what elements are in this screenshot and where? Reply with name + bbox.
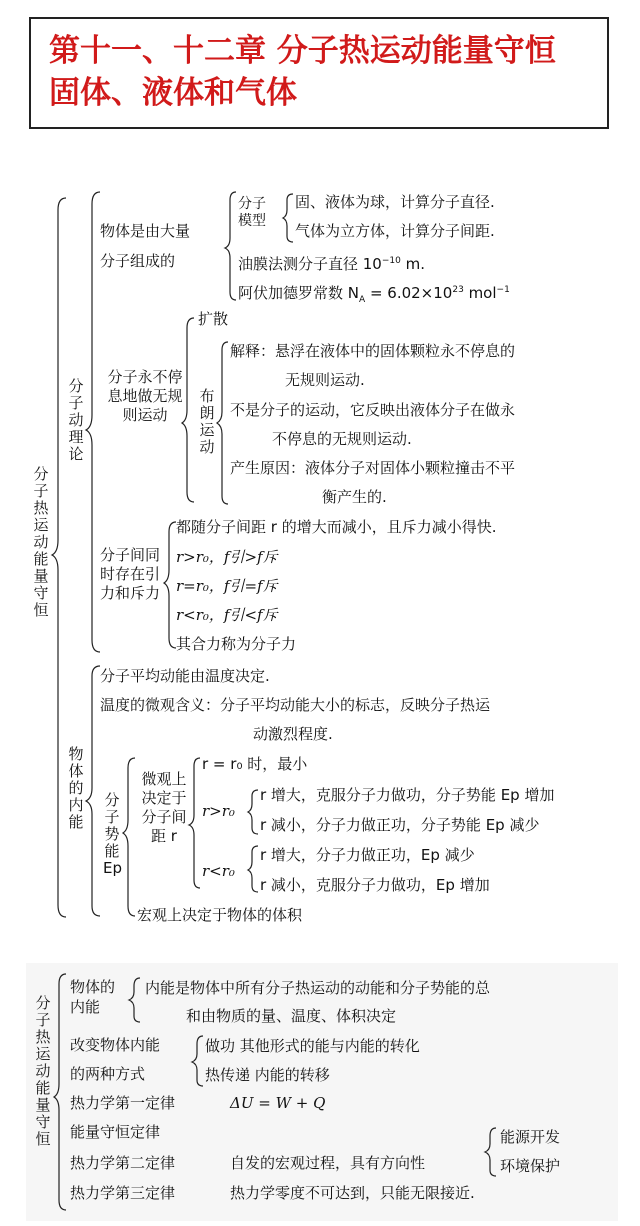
internal-energy-label: 物体的内能 (68, 745, 84, 831)
change-methods-label-2: 的两种方式 (70, 1065, 146, 1083)
pe-less: r<r₀ (202, 862, 235, 880)
environment-protection: 环境保护 (500, 1157, 561, 1175)
brownian-notmol-2: 不停息的无规则运动. (272, 430, 412, 448)
pe-greater-increase: r 增大，克服分子力做功，分子势能 Ep 增加 (260, 786, 555, 804)
brownian-cause-1: 产生原因：液体分子对固体小颗粒撞击不平 (230, 459, 516, 477)
forces-line-5: 其合力称为分子力 (176, 635, 297, 653)
internal-energy-definition-1: 内能是物体中所有分子热运动的动能和分子势能的总 (145, 979, 491, 997)
forces-line-3: r=r₀，f引=f斥 (176, 577, 278, 595)
root-label: 分子热运动能量守恒 (33, 465, 49, 619)
avg-kinetic-energy: 分子平均动能由温度决定. (100, 667, 270, 685)
oil-film: 油膜法测分子直径 $10^{-10}$ m. (238, 255, 426, 273)
model-gas: 气体为立方体，计算分子间距. (295, 222, 495, 240)
energy-conservation-label: 能量守恒定律 (70, 1123, 161, 1141)
molecule-model-label: 分子模型 (238, 196, 266, 229)
title-line-1: 第十一、十二章 分子热运动能量守恒 (49, 33, 556, 69)
pe-less-increase: r 增大，分子力做正功，Ep 减少 (260, 846, 475, 864)
second-law-label: 热力学第二定律 (70, 1154, 176, 1172)
brownian-cause-2: 衡产生的. (322, 488, 387, 506)
second-law-description: 自发的宏观过程，具有方向性 (230, 1154, 426, 1172)
brownian-label: 布朗运动 (199, 387, 215, 456)
summary-internal-label-1: 物体的 (70, 978, 116, 996)
method-heat-transfer: 热传递 内能的转移 (205, 1066, 330, 1084)
composition-label-1: 物体是由大量 (100, 222, 191, 240)
potential-energy-label: 分子势能Ep (103, 791, 122, 877)
brownian-explain-2: 无规则运动. (285, 371, 365, 389)
first-law-equation: ΔU = W + Q (230, 1094, 326, 1112)
temperature-meaning-1: 温度的微观含义：分子平均动能大小的标志，反映分子热运 (100, 696, 491, 714)
summary-internal-label-2: 内能 (70, 998, 101, 1016)
macro-volume: 宏观上决定于物体的体积 (137, 906, 303, 924)
forces-line-1: 都随分子间距 r 的增大而减小，且斥力减小得快. (176, 518, 497, 536)
model-solid: 固、液体为球，计算分子直径. (295, 193, 495, 211)
method-work: 做功 其他形式的能与内能的转化 (205, 1037, 420, 1055)
third-law-label: 热力学第三定律 (70, 1184, 176, 1202)
temperature-meaning-2: 动激烈程度. (253, 725, 333, 743)
summary-root-label: 分子热运动能量守恒 (35, 994, 51, 1148)
change-methods-label-1: 改变物体内能 (70, 1036, 161, 1054)
first-law-label: 热力学第一定律 (70, 1094, 176, 1112)
motion-label: 分子永不停息地做无规则运动 (107, 368, 183, 424)
avogadro-constant: 阿伏加德罗常数 $N_A = 6.02\times 10^{23}$ mol$^{-1}$ (238, 284, 510, 305)
third-law-description: 热力学零度不可达到，只能无限接近. (230, 1184, 475, 1202)
forces-line-4: r<r₀，f引<f斥 (176, 606, 278, 624)
pe-less-decrease: r 减小，克服分子力做功，Ep 增加 (260, 876, 490, 894)
pe-greater: r>r₀ (202, 802, 235, 820)
composition-label-2: 分子组成的 (100, 252, 176, 270)
forces-label: 分子间同时存在引力和斥力 (100, 546, 161, 602)
brownian-explain-1: 解释：悬浮在液体中的固体颗粒永不停息的 (230, 342, 516, 360)
forces-line-2: r>r₀，f引>f斥 (176, 548, 278, 566)
theory-label: 分子动理论 (68, 377, 84, 463)
diffusion: 扩散 (198, 310, 229, 328)
pe-greater-decrease: r 减小，分子力做正功，分子势能 Ep 减少 (260, 816, 540, 834)
micro-distance-label: 微观上决定于分子间距 r (141, 770, 187, 845)
pe-equal: r = r₀ 时，最小 (202, 755, 308, 773)
energy-development: 能源开发 (500, 1128, 561, 1146)
internal-energy-definition-2: 和由物质的量、温度、体积决定 (186, 1007, 397, 1025)
brownian-notmol-1: 不是分子的运动，它反映出液体分子在做永 (230, 401, 516, 419)
title-line-2: 固体、液体和气体 (49, 75, 297, 111)
